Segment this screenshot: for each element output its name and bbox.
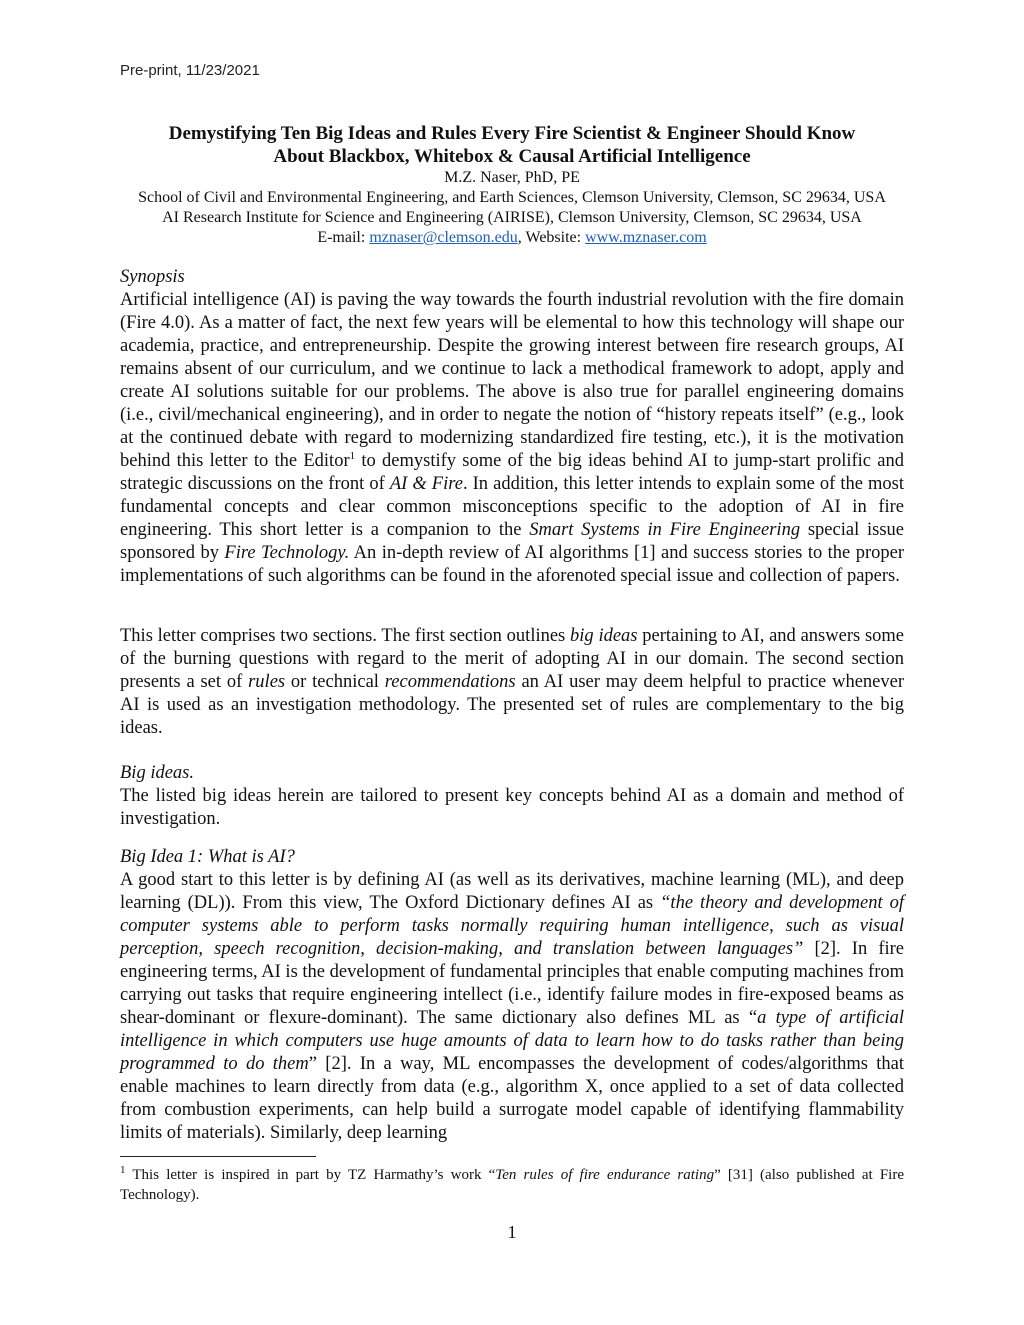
big-ideas-intro: The listed big ideas herein are tailored to present key concepts behind AI as a domain and method of investigation.	[120, 786, 904, 829]
synopsis-text: an AI user may deem helpful to practice whenever AI is used as an investigation methodology. The presented set of rules are complementary to the big ideas.	[120, 672, 904, 738]
definition-quote: a type of artificial intelligence in which computers use huge amounts of data to learn how to do tasks rather than being programmed to do them	[120, 1008, 904, 1074]
synopsis-text: to demystify some of the big ideas behind AI to jump-start prolific and strategic discussions on the front of	[120, 451, 904, 494]
synopsis-text: This letter comprises two sections. The first section outlines	[120, 626, 571, 646]
synopsis-emphasis: Smart Systems in Fire Engineering	[529, 520, 801, 540]
synopsis-emphasis: Fire Technology.	[224, 543, 350, 563]
synopsis-text: Artificial intelligence (AI) is paving the way towards the fourth industrial revolution with the fire domain (Fire 4.0). As a matter of fact, the next few years will be elemental to how this technology will shape our academia, practice, and entrepreneurship. Despite the growing interest between fire research groups, AI remains absent of our curriculum, and we continue to lack a methodical framework to adopt, apply and create AI solutions suitable for our problems. The above is also true for parallel engineering domains (i.e., civil/mechanical engineering), and in order to negate the notion of “history repeats itself” (e.g., look at the continued debate with regard to modernizing standardized fire testing, etc.), it is the motivation behind this letter to the Editor	[120, 290, 904, 471]
contact-line	[120, 228, 904, 248]
big-idea-text: A good start to this letter is by defining AI (as well as its derivatives, machine learning (ML), and deep learning (DL)). From this view, The Oxford Dictionary defines AI as	[120, 870, 904, 913]
footnote-ref[interactable]: 1	[349, 449, 356, 462]
synopsis-paragraph-2	[120, 625, 904, 740]
synopsis-heading: Synopsis	[120, 267, 185, 287]
synopsis-emphasis: big ideas	[570, 626, 638, 646]
synopsis-text: . In addition, this letter intends to explain some of the most fundamental concepts and clear common misconceptions specific to the adoption of AI in fire engineering. This short letter is a companion to the	[120, 474, 904, 540]
page-number: 1	[507, 1222, 517, 1242]
preprint-header: Pre-print, 11/23/2021	[120, 62, 260, 79]
paper-title-line-1: Demystifying Ten Big Ideas and Rules Every Fire Scientist & Engineer Should Know	[168, 123, 856, 144]
author-affiliation-2: AI Research Institute for Science and Engineering (AIRISE), Clemson University, Clemson, SC 29634, USA	[162, 209, 862, 226]
synopsis-text: An in-depth review of AI algorithms [1] and success stories to the proper implementations of such algorithms can be found in the aforenoted special issue and collection of papers.	[120, 543, 904, 586]
definition-quote: “the theory and development of computer systems able to perform tasks normally requiring human intelligence, such as visual perception, speech recognition, decision-making, and translation between languages”	[120, 893, 905, 959]
title-block	[120, 122, 904, 248]
synopsis-emphasis: recommendations	[384, 672, 516, 692]
synopsis-text: pertaining to AI, and answers some of the burning questions with regard to the merit of adopting AI in our domain. The second section presents a set of	[120, 626, 904, 692]
big-ideas-heading: Big ideas.	[120, 763, 194, 783]
synopsis-text: special issue sponsored by	[120, 520, 904, 563]
big-idea-1-paragraph	[120, 869, 904, 1145]
website-label: , Website:	[517, 229, 586, 246]
email-label: E-mail:	[317, 229, 370, 246]
footnote-1	[120, 1165, 904, 1205]
synopsis-text: or technical	[285, 672, 385, 692]
website-link[interactable]: www.mznaser.com	[585, 229, 707, 246]
big-idea-text: [2]. In fire engineering terms, AI is the development of fundamental principles that enable computing machines from carrying out tasks that require engineering intellect (i.e., identify failure modes in fire-exposed beams as shear-dominant or flexure-dominant). The same dictionary also defines ML as “	[120, 939, 904, 1028]
footnote-text: This letter is inspired in part by TZ Harmathy’s work “	[125, 1167, 496, 1183]
synopsis-emphasis: rules	[248, 672, 286, 692]
footnote-marker: 1	[120, 1164, 126, 1176]
author-affiliation-1: School of Civil and Environmental Engineering, and Earth Sciences, Clemson University, Clemson, SC 29634, USA	[138, 189, 886, 206]
email-link[interactable]: mznaser@clemson.edu	[369, 229, 518, 246]
author-name: M.Z. Naser, PhD, PE	[444, 169, 580, 186]
synopsis-paragraph-1	[120, 289, 904, 588]
paper-title-line-2: About Blackbox, Whitebox & Causal Artificial Intelligence	[273, 146, 751, 167]
big-idea-text: ” [2]. In a way, ML encompasses the development of codes/algorithms that enable machines to learn directly from data (e.g., algorithm X, once applied to a set of data collected from combustion experiments, can help build a surrogate model capable of identifying flammability limits of materials). Similarly, deep learning	[120, 1054, 905, 1143]
footnote-divider	[120, 1156, 316, 1157]
footnote-text: ” [31] (also published at Fire Technology).	[120, 1167, 904, 1203]
synopsis-emphasis: AI & Fire	[389, 474, 463, 494]
footnote-emphasis: Ten rules of fire endurance rating	[495, 1167, 715, 1183]
big-idea-1-heading: Big Idea 1: What is AI?	[120, 847, 295, 867]
